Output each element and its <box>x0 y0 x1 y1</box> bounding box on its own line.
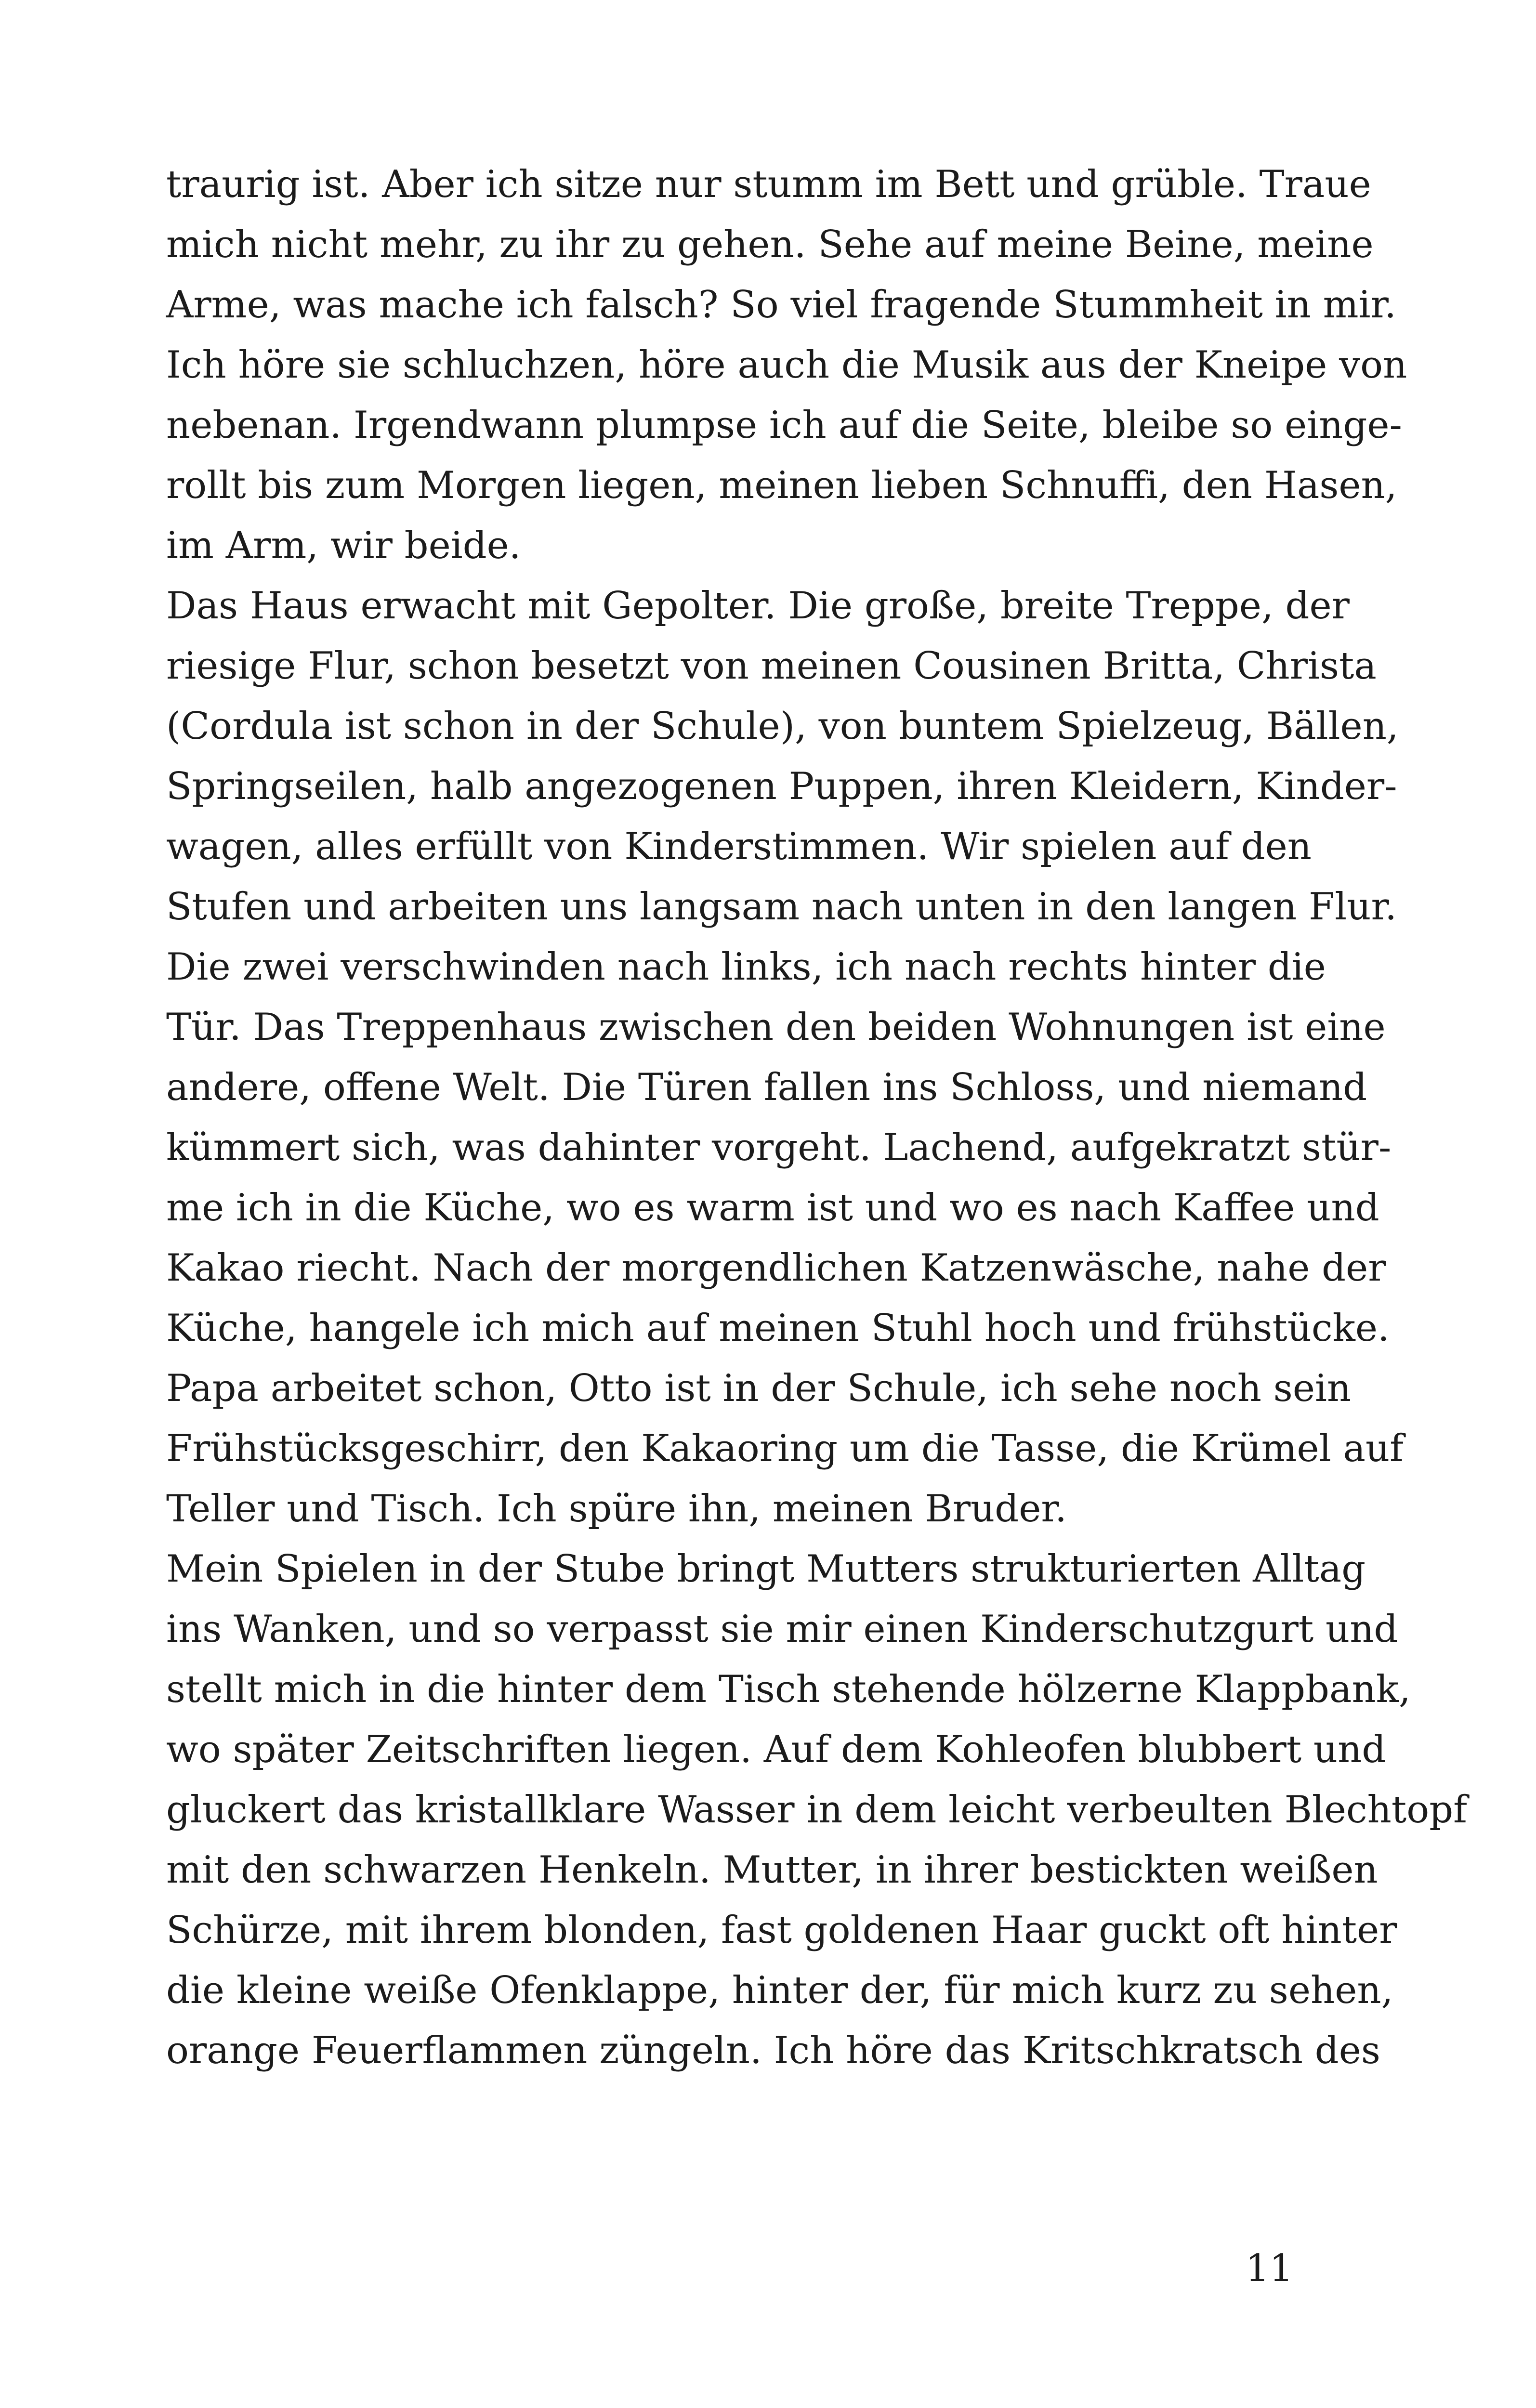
text-line: mit den schwarzen Henkeln. Mutter, in ihrer bestickten weißen <box>166 1848 1378 1892</box>
text-line: stellt mich in die hinter dem Tisch stehende hölzerne Klappbank, <box>166 1668 1411 1711</box>
text-line: traurig ist. Aber ich sitze nur stumm im Bett und grüble. Traue <box>166 163 1371 206</box>
paragraph-2 <box>166 576 1404 1539</box>
text-line: orange Feuerflammen züngeln. Ich höre das Kritschkratsch des <box>166 2029 1380 2072</box>
text-line: Kakao riecht. Nach der morgendlichen Katzenwäsche, nahe der <box>166 1246 1386 1290</box>
text-line: me ich in die Küche, wo es warm ist und wo es nach Kaffee und <box>166 1186 1379 1230</box>
text-line: Tür. Das Treppenhaus zwischen den beiden Wohnungen ist eine <box>166 1006 1386 1049</box>
text-line: rollt bis zum Morgen liegen, meinen lieben Schnuffi, den Hasen, <box>166 464 1397 507</box>
text-line: Küche, hangele ich mich auf meinen Stuhl hoch und frühstücke. <box>166 1307 1390 1350</box>
text-line: nebenan. Irgendwann plumpse ich auf die Seite, bleibe so einge- <box>166 404 1402 447</box>
text-line: Springseilen, halb angezogenen Puppen, ihren Kleidern, Kinder- <box>166 765 1397 808</box>
text-line: ins Wanken, und so verpasst sie mir einen Kinderschutzgurt und <box>166 1608 1398 1651</box>
paragraph-1 <box>166 155 1407 576</box>
text-line: Die zwei verschwinden nach links, ich nach rechts hinter die <box>166 945 1326 989</box>
page-number: 11 <box>1245 2247 1293 2290</box>
text-line: (Cordula ist schon in der Schule), von buntem Spielzeug, Bällen, <box>166 705 1399 748</box>
body-text <box>166 155 1468 2081</box>
text-line: gluckert das kristallklare Wasser in dem leicht verbeulten Blechtopf <box>166 1788 1468 1832</box>
text-line: kümmert sich, was dahinter vorgeht. Lachend, aufgekratzt stür- <box>166 1126 1392 1169</box>
paragraph-3 <box>166 1539 1468 2081</box>
text-line: Das Haus erwacht mit Gepolter. Die große, breite Treppe, der <box>166 584 1350 628</box>
text-line: die kleine weiße Ofenklappe, hinter der, für mich kurz zu sehen, <box>166 1969 1393 2012</box>
text-line: Ich höre sie schluchzen, höre auch die Musik aus der Kneipe von <box>166 343 1407 387</box>
text-line: Frühstücksgeschirr, den Kakaoring um die Tasse, die Krümel auf <box>166 1427 1404 1470</box>
text-line: Stufen und arbeiten uns langsam nach unten in den langen Flur. <box>166 885 1397 929</box>
text-line: Mein Spielen in der Stube bringt Mutters strukturierten Alltag <box>166 1547 1366 1591</box>
text-line: mich nicht mehr, zu ihr zu gehen. Sehe auf meine Beine, meine <box>166 223 1374 266</box>
text-line: wo später Zeitschriften liegen. Auf dem Kohleofen blubbert und <box>166 1728 1386 1771</box>
text-line: andere, offene Welt. Die Türen fallen ins Schloss, und niemand <box>166 1066 1367 1109</box>
text-line: riesige Flur, schon besetzt von meinen Cousinen Britta, Christa <box>166 644 1377 688</box>
text-line: Teller und Tisch. Ich spüre ihn, meinen Bruder. <box>166 1487 1067 1531</box>
text-line: Papa arbeitet schon, Otto ist in der Schule, ich sehe noch sein <box>166 1367 1352 1410</box>
text-line: im Arm, wir beide. <box>166 524 521 567</box>
text-line: Schürze, mit ihrem blonden, fast goldenen Haar guckt oft hinter <box>166 1909 1397 1952</box>
text-line: wagen, alles erfüllt von Kinderstimmen. Wir spielen auf den <box>166 825 1312 868</box>
text-line: Arme, was mache ich falsch? So viel fragende Stummheit in mir. <box>166 283 1397 327</box>
